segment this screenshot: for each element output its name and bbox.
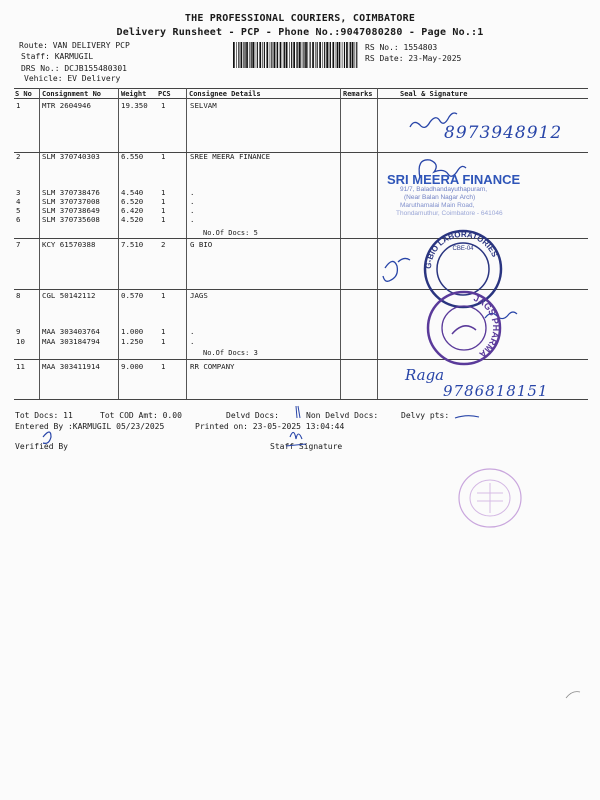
- cell-consignment-no: MTR 2604946: [42, 101, 91, 110]
- cell-sno: 2: [16, 152, 21, 161]
- cell-consignee: .: [190, 206, 195, 215]
- cell-pcs: 2: [161, 240, 166, 249]
- cell-sno: 11: [16, 362, 25, 371]
- col-header-weight: Weight: [121, 90, 147, 98]
- cell-weight: 0.570: [121, 291, 144, 300]
- cell-pcs: 1: [161, 101, 166, 110]
- cell-weight: 7.510: [121, 240, 144, 249]
- seal-outer-text: G-BIO LABORATORIES: [423, 229, 500, 270]
- cell-weight: 4.540: [121, 188, 144, 197]
- cell-consignee: .: [190, 337, 195, 346]
- cell-consignment-no: SLM 370738476: [42, 188, 100, 197]
- handwritten-name: Raga: [405, 366, 445, 384]
- cell-consignee: G BIO: [190, 240, 213, 249]
- cell-pcs: 1: [161, 362, 166, 371]
- cell-pcs: 1: [161, 337, 166, 346]
- cell-pcs: 1: [161, 206, 166, 215]
- delivery-points-dash: [455, 416, 479, 418]
- verified-by: Verified By: [15, 442, 68, 451]
- cell-pcs: 1: [161, 197, 166, 206]
- stamp-address-line: (Near Balan Nagar Arch): [404, 194, 476, 201]
- handwritten-phone: 9786818151: [443, 382, 549, 400]
- entered-by: Entered By :KARMUGIL 05/23/2025: [15, 422, 165, 431]
- cell-sno: 5: [16, 206, 21, 215]
- cell-consignment-no: CGL 50142112: [42, 291, 96, 300]
- cell-consignment-no: KCY 61570388: [42, 240, 96, 249]
- cell-consignee: JAGS: [190, 291, 208, 300]
- delivery-points: Delvy pts:: [401, 411, 450, 420]
- col-header-remarks: Remarks: [343, 90, 373, 98]
- cell-sno: 8: [16, 291, 21, 300]
- staff-signature-scribble: [286, 432, 306, 446]
- handwritten-phone: 8973948912: [444, 123, 563, 143]
- cell-pcs: 1: [161, 327, 166, 336]
- faint-round-stamp: [455, 465, 525, 531]
- col-header-sno: S No: [15, 90, 32, 98]
- jags-round-seal: [424, 288, 504, 368]
- delivered-tick-mark: [296, 406, 300, 418]
- vehicle-label: Vehicle: EV Delivery: [24, 74, 121, 83]
- stamp-address-line: 91/7, Baladhandayuthapuram,: [400, 186, 488, 193]
- cell-weight: 1.000: [121, 327, 144, 336]
- cell-pcs: 1: [161, 215, 166, 224]
- signature-scribble: [383, 258, 410, 281]
- cell-consignee: .: [190, 188, 195, 197]
- docs-count-note: No.Of Docs: 5: [203, 229, 258, 237]
- cell-sno: 9: [16, 327, 21, 336]
- cell-consignment-no: SLM 370737008: [42, 197, 100, 206]
- cell-sno: 4: [16, 197, 21, 206]
- cell-weight: 9.000: [121, 362, 144, 371]
- verified-by-scribble: [43, 432, 51, 443]
- cell-sno: 3: [16, 188, 21, 197]
- col-header-seal-signature: Seal & Signature: [400, 90, 468, 98]
- stamp-address-line: Thondamuthur, Coimbatore - 641046: [396, 210, 503, 217]
- stamp-address-line: Maruthamalai Main Road,: [400, 202, 475, 209]
- cell-sno: 6: [16, 215, 21, 224]
- cell-sno: 10: [16, 337, 25, 346]
- cell-weight: 4.520: [121, 215, 144, 224]
- col-header-pcs: PCS: [158, 90, 171, 98]
- cell-pcs: 1: [161, 291, 166, 300]
- cell-weight: 19.350: [121, 101, 148, 110]
- total-docs: Tot Docs: 11: [15, 411, 73, 420]
- drs-label: DRS No.: DCJB155480301: [21, 64, 127, 73]
- cell-consignment-no: SLM 370735608: [42, 215, 100, 224]
- runsheet-subtitle: Delivery Runsheet - PCP - Phone No.:9047080280 - Page No.:1: [116, 27, 484, 38]
- rs-date: RS Date: 23-May-2025: [365, 54, 462, 63]
- stamp-title: SRI MEERA FINANCE: [387, 172, 521, 187]
- cell-consignee: RR COMPANY: [190, 362, 235, 371]
- company-title: THE PROFESSIONAL COURIERS, COIMBATORE: [184, 13, 416, 24]
- cell-consignment-no: SLM 370740303: [42, 152, 100, 161]
- cell-weight: 6.420: [121, 206, 144, 215]
- staff-signature: Staff Signature: [270, 442, 343, 451]
- cell-consignee: SELVAM: [190, 101, 217, 110]
- cell-weight: 1.250: [121, 337, 144, 346]
- total-cod-amount: Tot COD Amt: 0.00: [100, 411, 182, 420]
- delivered-docs: Delvd Docs:: [226, 411, 279, 420]
- staff-label: Staff: KARMUGIL: [21, 52, 94, 61]
- col-header-consignee: Consignee Details: [189, 90, 261, 98]
- cell-weight: 6.520: [121, 197, 144, 206]
- cell-sno: 7: [16, 240, 21, 249]
- cell-consignment-no: MAA 303411914: [42, 362, 100, 371]
- corner-mark: [566, 692, 580, 698]
- cell-pcs: 1: [161, 188, 166, 197]
- seal-code-text: CBE-04: [452, 246, 474, 252]
- cell-consignee: .: [190, 215, 195, 224]
- route-label: Route: VAN DELIVERY PCP: [19, 41, 130, 50]
- cell-consignee: SREE MEERA FINANCE: [190, 152, 271, 161]
- non-delivered-docs: Non Delvd Docs:: [306, 411, 379, 420]
- cell-consignee: .: [190, 327, 195, 336]
- cell-consignment-no: SLM 370738649: [42, 206, 100, 215]
- cell-consignment-no: MAA 303403764: [42, 327, 100, 336]
- col-header-consignment: Consignment No: [42, 90, 102, 98]
- cell-consignee: .: [190, 197, 195, 206]
- rs-number: RS No.: 1554803: [365, 43, 438, 52]
- seal-outer-text: JAGS PHARMA: [472, 292, 502, 360]
- cell-pcs: 1: [161, 152, 166, 161]
- cell-sno: 1: [16, 101, 21, 110]
- svg-text:JAGS PHARMA: [472, 293, 501, 360]
- cell-weight: 6.550: [121, 152, 144, 161]
- printed-on: Printed on: 23-05-2025 13:04:44: [195, 422, 345, 431]
- cell-consignment-no: MAA 303184794: [42, 337, 100, 346]
- docs-count-note: No.Of Docs: 3: [203, 349, 258, 357]
